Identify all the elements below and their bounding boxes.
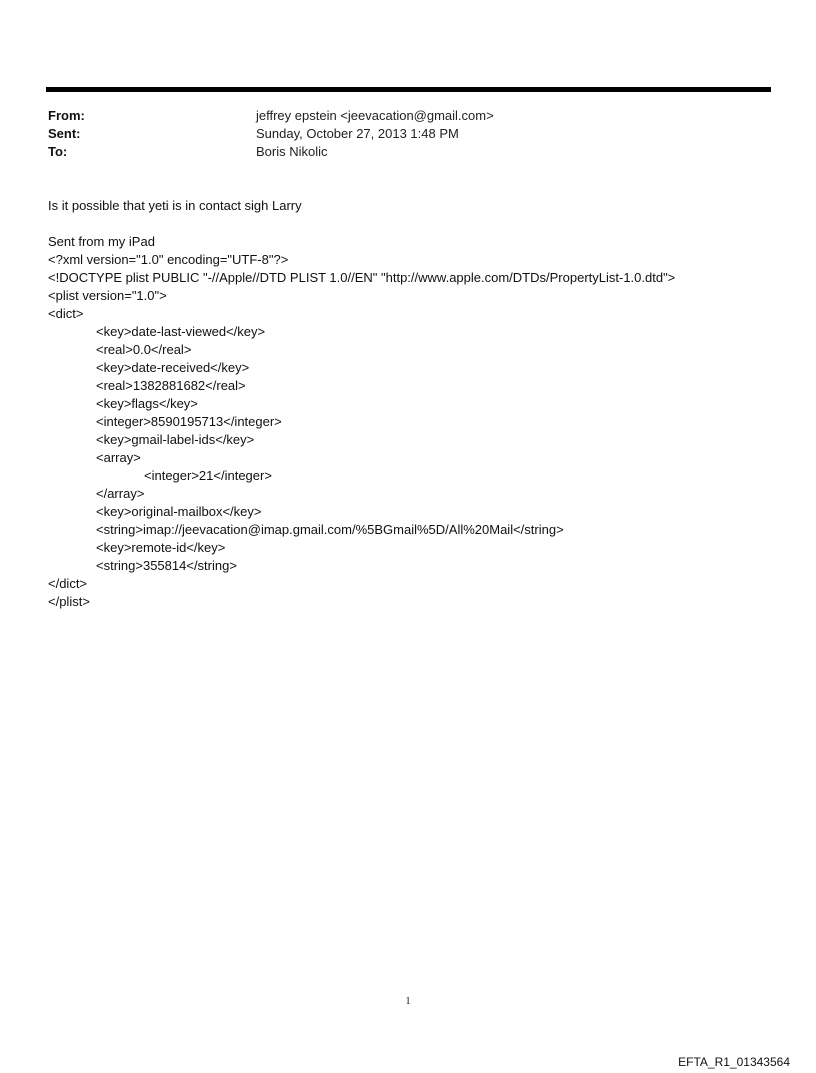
from-value: jeffrey epstein <jeevacation@gmail.com>: [256, 108, 494, 123]
plist-line: <real>0.0</real>: [96, 342, 192, 357]
plist-line: <dict>: [48, 306, 84, 321]
plist-line: <key>flags</key>: [96, 396, 198, 411]
plist-line: <string>355814</string>: [96, 558, 237, 573]
email-header: [48, 107, 748, 161]
plist-line: <string>imap://jeevacation@imap.gmail.com/%5BGmail%5D/All%20Mail</string>: [96, 522, 564, 537]
plist-line: <key>date-received</key>: [96, 360, 250, 375]
signature-text: Sent from my iPad: [48, 234, 155, 249]
plist-line: <?xml version="1.0" encoding="UTF-8"?>: [48, 252, 289, 267]
blank-line: [48, 215, 768, 233]
plist-line: <key>remote-id</key>: [96, 540, 226, 555]
plist-line: </dict>: [48, 576, 88, 591]
plist-line: <array>: [96, 450, 141, 465]
document-id: EFTA_R1_01343564: [678, 1055, 790, 1069]
from-row: [48, 107, 748, 125]
sent-value: Sunday, October 27, 2013 1:48 PM: [256, 126, 459, 141]
to-row: [48, 143, 748, 161]
plist-line: <key>original-mailbox</key>: [96, 504, 262, 519]
sent-label: Sent:: [48, 126, 81, 141]
to-label: To:: [48, 144, 68, 159]
sent-row: [48, 125, 748, 143]
plist-line: <key>gmail-label-ids</key>: [96, 432, 255, 447]
header-rule: [46, 87, 771, 92]
from-label: From:: [48, 108, 85, 123]
plist-line: <integer>21</integer>: [144, 468, 272, 483]
plist-line: <!DOCTYPE plist PUBLIC "-//Apple//DTD PLIST 1.0//EN" "http://www.apple.com/DTDs/PropertyList-1.0.dtd">: [48, 270, 676, 285]
page-number: 1: [405, 996, 411, 1007]
plist-line: <plist version="1.0">: [48, 288, 167, 303]
plist-line: </array>: [96, 486, 145, 501]
plist-line: <key>date-last-viewed</key>: [96, 324, 266, 339]
to-value: Boris Nikolic: [256, 144, 328, 159]
email-body: [48, 197, 768, 611]
plist-line: </plist>: [48, 594, 90, 609]
plist-line: <integer>8590195713</integer>: [96, 414, 282, 429]
message-text: Is it possible that yeti is in contact sigh Larry: [48, 198, 302, 213]
plist-line: <real>1382881682</real>: [96, 378, 246, 393]
